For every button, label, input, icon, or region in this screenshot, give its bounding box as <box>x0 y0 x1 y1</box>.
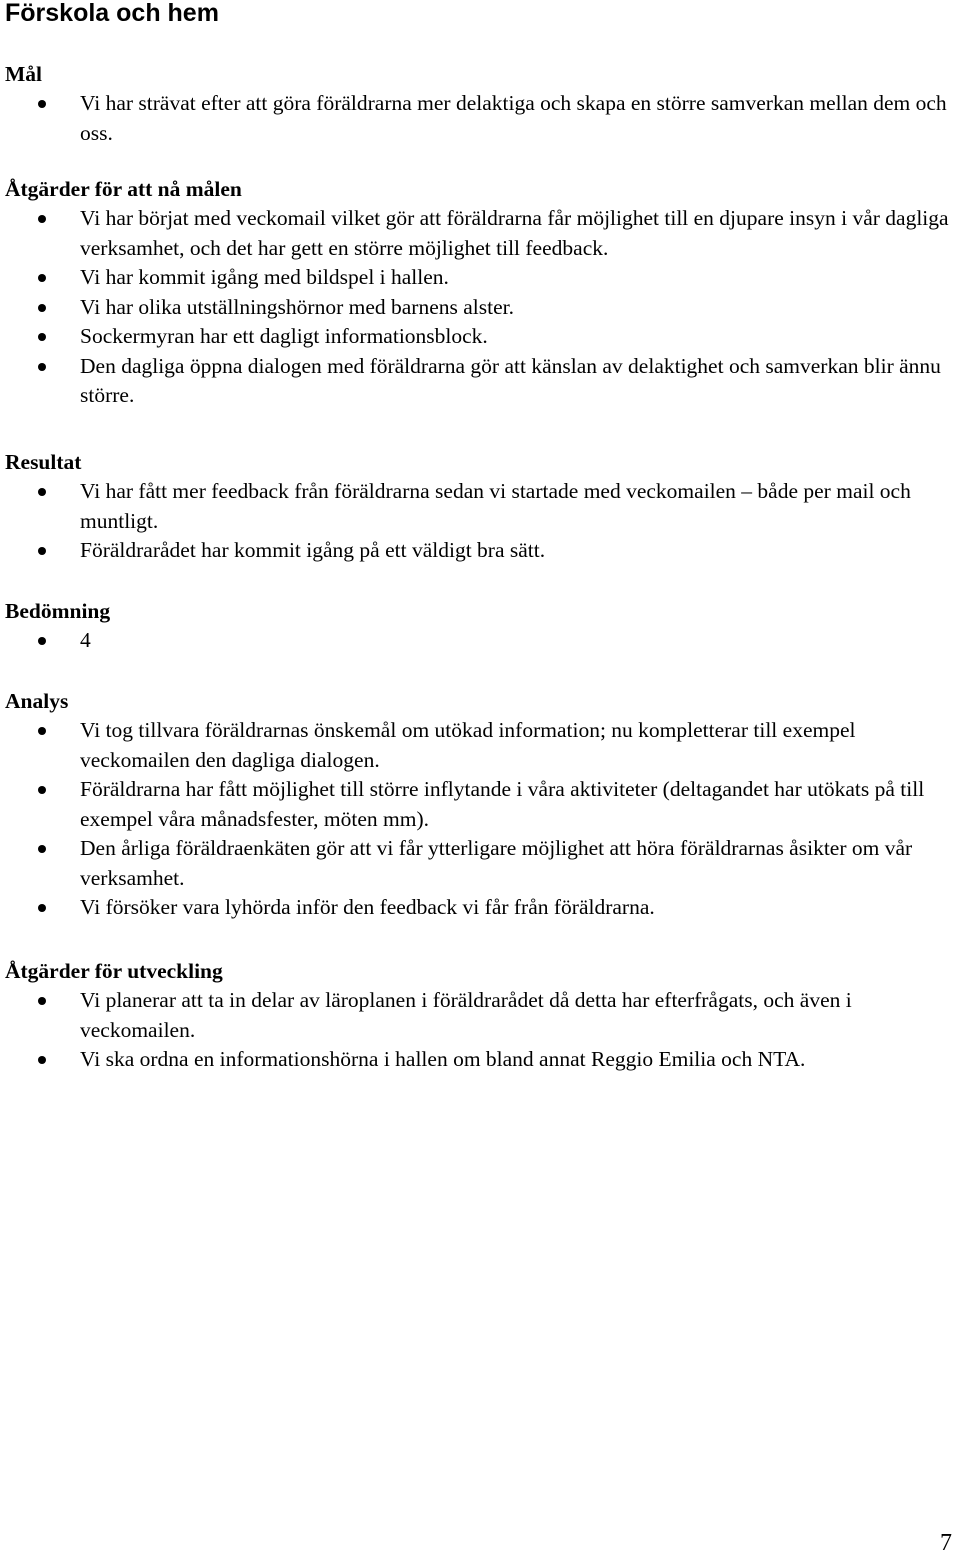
bullet-icon <box>38 363 46 371</box>
section-heading: Resultat <box>5 450 82 474</box>
list-item <box>5 716 950 775</box>
section-utveckling <box>5 956 950 1075</box>
list-item-text: Vi har börjat med veckomail vilket gör att föräldrarna får möjlighet till en djupare insyn i vår dagliga verksamhet, och det har gett en större möjlighet till feedback. <box>80 206 949 260</box>
list-item <box>5 89 950 148</box>
list-item-text: Den årliga föräldraenkäten gör att vi får ytterligare möjlighet att höra föräldrarnas åsikter om vår verksamhet. <box>80 836 913 890</box>
section-heading: Åtgärder för att nå målen <box>5 177 242 201</box>
list-item <box>5 322 950 352</box>
section-atgarder <box>5 174 950 411</box>
list-item-text: Vi försöker vara lyhörda inför den feedback vi får från föräldrarna. <box>80 895 655 919</box>
bullet-list <box>5 477 950 566</box>
list-item <box>5 834 950 893</box>
list-item <box>5 204 950 263</box>
list-item-text: Vi har kommit igång med bildspel i hallen. <box>80 265 449 289</box>
page-number: 7 <box>940 1530 952 1556</box>
list-item <box>5 263 950 293</box>
bullet-icon <box>38 845 46 853</box>
list-item <box>5 1045 950 1075</box>
bullet-icon <box>38 215 46 223</box>
page-title: Förskola och hem <box>5 0 219 27</box>
list-item-text: Föräldrarådet har kommit igång på ett väldigt bra sätt. <box>80 538 546 562</box>
list-item-text: 4 <box>80 628 91 652</box>
section-heading: Analys <box>5 689 69 713</box>
bullet-icon <box>38 786 46 794</box>
bullet-icon <box>38 333 46 341</box>
list-item-text: Sockermyran har ett dagligt informationsblock. <box>80 324 488 348</box>
bullet-icon <box>38 637 46 645</box>
bullet-icon <box>38 904 46 912</box>
list-item-text: Vi planerar att ta in delar av läroplanen i föräldrarådet då detta har efterfrågats, och även i veckomailen. <box>80 988 852 1042</box>
bullet-list <box>5 89 950 148</box>
list-item <box>5 986 950 1045</box>
list-item-text: Vi har fått mer feedback från föräldrarna sedan vi startade med veckomailen – både per mail och muntligt. <box>80 479 911 533</box>
section-mal <box>5 59 950 148</box>
list-item <box>5 536 950 566</box>
section-bedomning <box>5 596 950 656</box>
list-item <box>5 626 950 656</box>
list-item <box>5 477 950 536</box>
bullet-list <box>5 204 950 411</box>
bullet-list <box>5 626 950 656</box>
bullet-list <box>5 986 950 1075</box>
list-item <box>5 775 950 834</box>
bullet-list <box>5 716 950 923</box>
bullet-icon <box>38 997 46 1005</box>
bullet-icon <box>38 304 46 312</box>
bullet-icon <box>38 100 46 108</box>
list-item-text: Vi tog tillvara föräldrarnas önskemål om utökad information; nu kompletterar till exempel veckomailen den dagliga dialogen. <box>80 718 856 772</box>
section-heading: Åtgärder för utveckling <box>5 959 223 983</box>
section-resultat <box>5 447 950 566</box>
list-item <box>5 893 950 923</box>
section-analys <box>5 686 950 923</box>
list-item-text: Vi ska ordna en informationshörna i hallen om bland annat Reggio Emilia och NTA. <box>80 1047 806 1071</box>
list-item-text: Föräldrarna har fått möjlighet till större inflytande i våra aktiviteter (deltagandet har utökats på till exempel våra månadsfester, möten mm). <box>80 777 925 831</box>
list-item-text: Den dagliga öppna dialogen med föräldrarna gör att känslan av delaktighet och samverkan blir ännu större. <box>80 353 941 407</box>
section-heading: Bedömning <box>5 599 111 623</box>
section-heading: Mål <box>5 62 43 86</box>
bullet-icon <box>38 727 46 735</box>
list-item <box>5 293 950 323</box>
bullet-icon <box>38 274 46 282</box>
bullet-icon <box>38 547 46 555</box>
list-item-text: Vi har strävat efter att göra föräldrarna mer delaktiga och skapa en större samverkan mellan dem och oss. <box>80 91 947 145</box>
bullet-icon <box>38 1056 46 1064</box>
bullet-icon <box>38 488 46 496</box>
list-item-text: Vi har olika utställningshörnor med barnens alster. <box>80 294 514 319</box>
list-item <box>5 352 950 411</box>
